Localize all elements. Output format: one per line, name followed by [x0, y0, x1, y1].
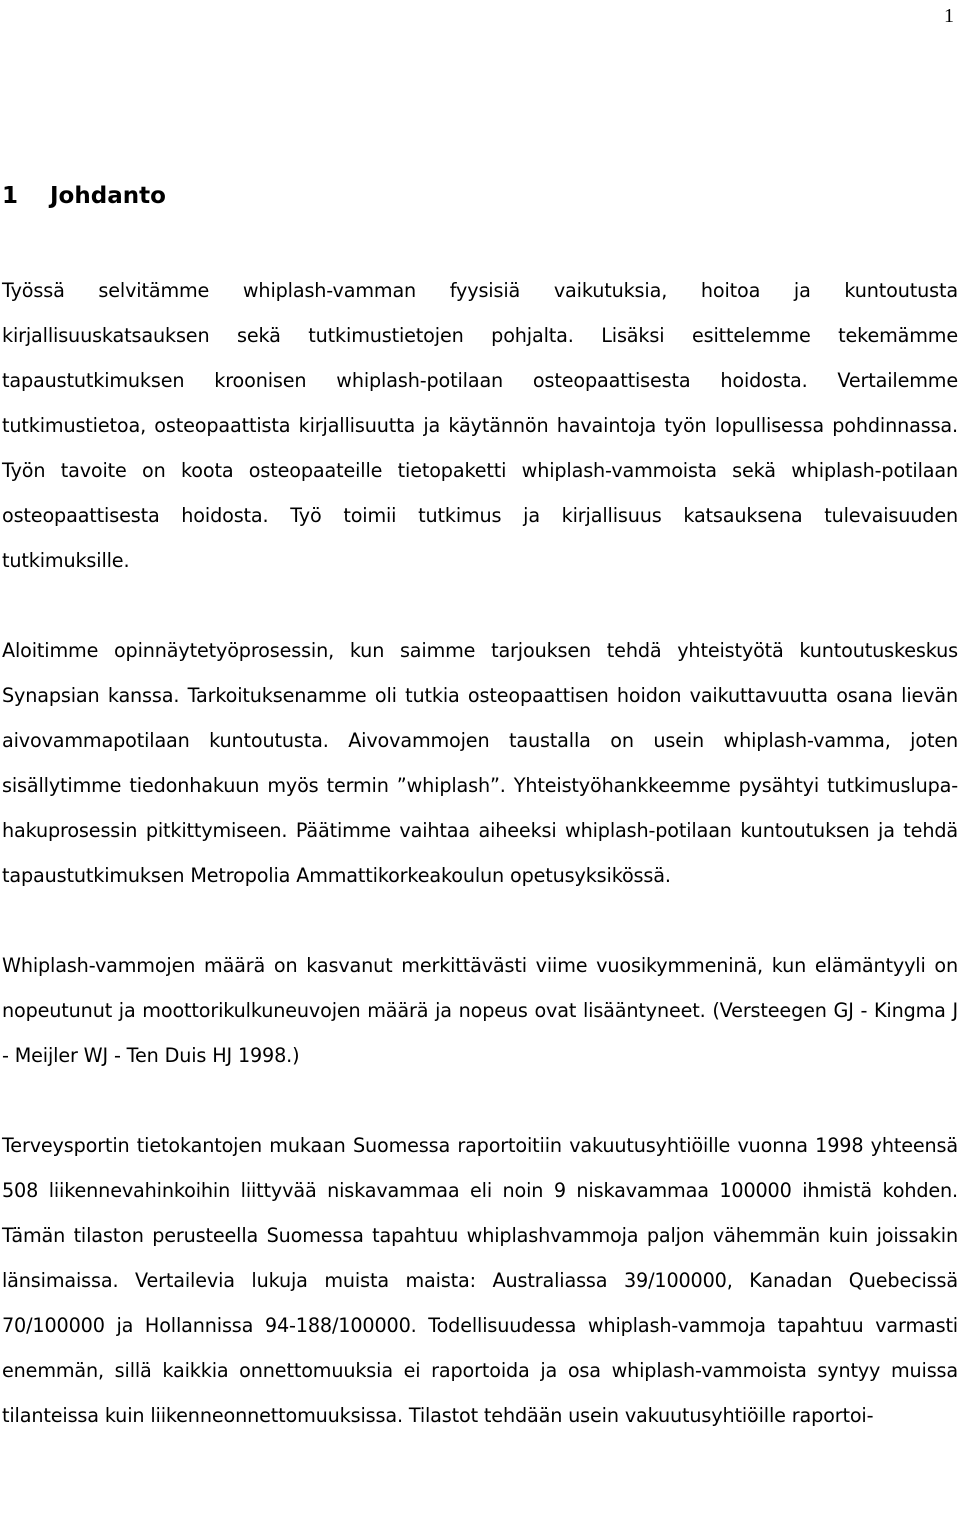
paragraph-intro: Työssä selvitämme whiplash-vamman fyysisiä vaikutuksia, hoitoa ja kuntoutusta kirjallisuuskatsauksen sekä tutkimustietojen pohjalta. Lisäksi esittelemme tekemämme tapaustutkimuksen kroonisen whiplash-potilaan osteopaattisesta hoidosta. Vertailemme tutkimustietoa, osteopaattista kirjallisuutta ja käytännön havaintoja työn lopullisessa pohdinnassa. Työn tavoite on koota osteopaateille tietopaketti whiplash-vammoista sekä whiplash-potilaan osteopaattisesta hoidosta. Työ toimii tutkimus ja kirjallisuus katsauksena tulevaisuuden tutkimuksille.: [2, 279, 958, 572]
body-text: [2, 268, 958, 1483]
paragraph-statistics: Terveysportin tietokantojen mukaan Suomessa raportoitiin vakuutusyhtiöille vuonna 1998 yhteensä 508 liikennevahinkoihin liittyvää niskavammaa eli noin 9 niskavammaa 100000 ihmistä kohden. Tämän tilaston perusteella Suomessa tapahtuu whiplashvammoja paljon vähemmän kuin joissakin länsimaissa. Vertailevia lukuja muista maista: Australiassa 39/100000, Kanadan Quebecissä 70/100000 ja Hollannissa 94-188/100000. Todellisuudessa whiplash-vammoja tapahtuu varmasti enemmän, sillä kaikkia onnettomuuksia ei raportoida ja osa whiplash-vammoista syntyy muissa tilanteissa kuin liikenneonnettomuuksissa. Tilastot tehdään usein vakuutusyhtiöille raportoi-: [2, 1134, 958, 1427]
section-number: 1: [2, 183, 19, 209]
section-heading: [2, 178, 166, 214]
paragraph-incidence: Whiplash-vammojen määrä on kasvanut merkittävästi viime vuosikymmeninä, kun elämäntyyli on nopeutunut ja moottorikulkuneuvojen määrä ja nopeus ovat lisääntyneet. (Versteegen GJ - Kingma J - Meijler WJ - Ten Duis HJ 1998.): [2, 954, 958, 1067]
page-number: 1: [944, 5, 954, 27]
paragraph-process: Aloitimme opinnäytetyöprosessin, kun saimme tarjouksen tehdä yhteistyötä kuntoutuskeskus Synapsian kanssa. Tarkoituksenamme oli tutkia osteopaattisen hoidon vaikuttavuutta osana lievän aivovammapotilaan kuntoutusta. Aivovammojen taustalla on usein whiplash-vamma, joten sisällytimme tiedonhakuun myös termin ”whiplash”. Yhteistyöhankkeemme pysähtyi tutkimuslupa-hakuprosessin pitkittymiseen. Päätimme vaihtaa aiheeksi whiplash-potilaan kuntoutuksen ja tehdä tapaustutkimuksen Metropolia Ammattikorkeakoulun opetusyksikössä.: [2, 639, 958, 887]
section-title: Johdanto: [50, 183, 166, 209]
